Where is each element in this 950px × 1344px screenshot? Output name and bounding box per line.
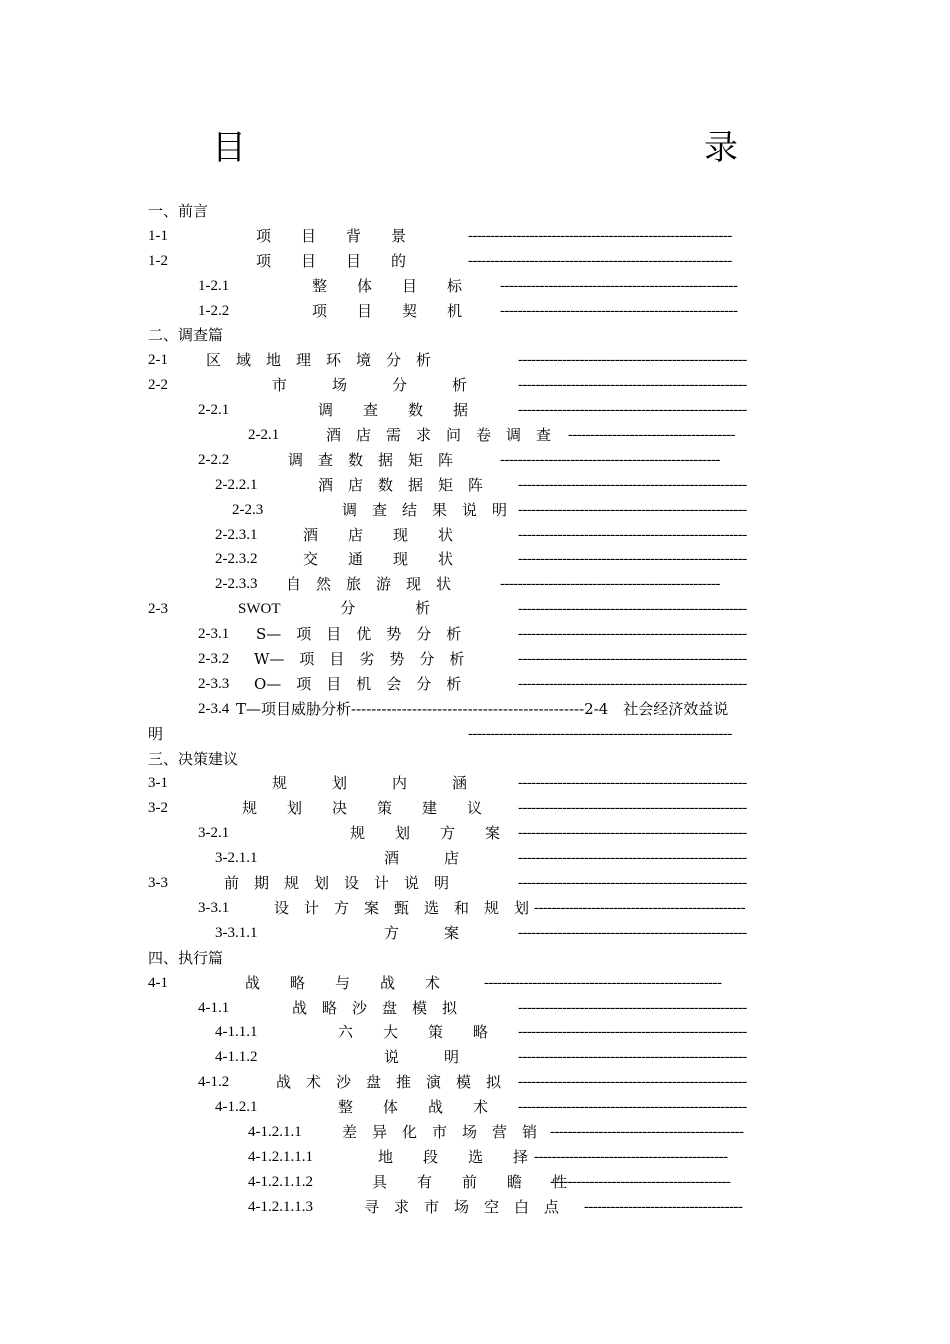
toc-label: 具 有 前 瞻 性 [372, 1172, 568, 1191]
toc-number: 4-1.2.1.1 [248, 1123, 302, 1140]
toc-number: 4-1 [148, 974, 168, 991]
toc-entry[interactable] [148, 398, 808, 423]
toc-leader: ---------------------------------------------------- [518, 601, 747, 618]
toc-leader: ---------------------------------------------------- [518, 775, 747, 792]
toc-label: 前 期 规 划 设 计 说 明 [224, 874, 450, 893]
toc-entry[interactable] [148, 771, 808, 796]
toc-number: 2-3.4 [198, 700, 230, 717]
toc-number: 2-3 [148, 601, 168, 618]
toc-label: 六 大 策 略 [338, 1023, 489, 1042]
toc-label: 酒 店 现 状 [303, 525, 454, 544]
toc-label: 项 目 背 景 [256, 226, 407, 245]
toc-leader: ------------------------------------------------------------ [468, 227, 732, 244]
toc-label: 地 段 选 择 [378, 1147, 529, 1166]
toc-label: 市 场 分 析 [272, 376, 468, 395]
toc-number: 1-2.2 [198, 302, 230, 319]
toc-leader: ---------------------------------------------------- [518, 675, 747, 692]
toc-label: 酒 店 需 求 问 卷 调 查 [326, 426, 552, 445]
toc-entry[interactable] [148, 1170, 808, 1195]
toc-leader: ---------------------------------------------------- [518, 501, 747, 518]
toc-label: 区 域 地 理 环 境 分 析 [206, 351, 432, 370]
toc-entry[interactable] [148, 523, 808, 548]
toc-leader: ---------------------------------------------------- [518, 476, 747, 493]
toc-entry[interactable] [148, 1145, 808, 1170]
toc-number: 1-2 [148, 252, 168, 269]
toc-entry[interactable] [148, 1045, 808, 1070]
toc-label: W— 项 目 劣 势 分 析 [254, 650, 465, 669]
toc-heading [148, 323, 808, 348]
toc-number: 3-3 [148, 875, 168, 892]
toc-number: 3-2 [148, 800, 168, 817]
toc-number: 3-3.1.1 [215, 924, 258, 941]
toc-label: 规 划 内 涵 [272, 774, 468, 793]
toc-number: 2-2.3.3 [215, 576, 258, 593]
toc-heading [148, 747, 808, 772]
toc-leader: -------------------------------------------------- [500, 576, 720, 593]
toc-label: O— 项 目 机 会 分 析 [254, 674, 462, 693]
toc-label: 项 目 契 机 [312, 301, 463, 320]
toc-number: 4-1.2 [198, 1074, 230, 1091]
toc-entry[interactable] [148, 473, 808, 498]
toc-label: 调 查 数 据 矩 阵 [288, 450, 454, 469]
toc-entry[interactable] [148, 1120, 808, 1145]
toc-leader: ---------------------------------------------------- [518, 1049, 747, 1066]
toc-entry[interactable] [148, 846, 808, 871]
toc-leader: ---------------------------------------------------- [518, 402, 747, 419]
toc-label: 差 异 化 市 场 营 销 [342, 1122, 538, 1141]
toc-number: 4-1.2.1.1.3 [248, 1198, 313, 1215]
toc-label: T—项目威胁分析----------------------------------------------2-4 社会经济效益说 [236, 699, 729, 718]
toc-entry[interactable] [148, 1095, 808, 1120]
toc-leader: ---------------------------------------------------- [518, 651, 747, 668]
toc-label: SWOT 分 析 [238, 601, 431, 618]
toc-entry[interactable] [148, 672, 808, 697]
toc-label: 一、前言 [148, 202, 209, 220]
toc-leader: ---------------------------------------------------- [518, 800, 747, 817]
toc-label: 四、执行篇 [148, 948, 224, 967]
toc-number: 2-2.3.2 [215, 551, 258, 568]
toc-leader: -------------------------------------------------- [500, 451, 720, 468]
toc-leader: ------------------------------------------------------ [484, 974, 722, 991]
toc-leader: ------------------------------------------------------ [500, 302, 738, 319]
toc-entry[interactable] [148, 697, 808, 722]
toc-entry[interactable] [148, 448, 808, 473]
toc-entry[interactable] [148, 547, 808, 572]
toc-entry[interactable] [148, 821, 808, 846]
toc-label: 酒 店 [384, 849, 460, 868]
toc-heading [148, 199, 808, 224]
toc-label: 方 案 [384, 923, 460, 942]
toc-label: 明 [148, 724, 164, 743]
toc-leader: ---------------------------------------------------- [518, 1024, 747, 1041]
toc-leader: ---------------------------------------------------- [518, 924, 747, 941]
toc-number: 2-2.2 [198, 451, 230, 468]
toc-leader: ---------------------------------------------------- [518, 1074, 747, 1091]
toc-number: 4-1.1.2 [215, 1049, 258, 1066]
toc-leader: ---------------------------------------------------- [518, 850, 747, 867]
toc-leader: ---------------------------------------------------- [518, 825, 747, 842]
toc-number: 2-3.1 [198, 626, 230, 643]
toc-entry[interactable] [148, 498, 808, 523]
toc-label: 酒 店 数 据 矩 阵 [318, 475, 484, 494]
toc-label: 规 划 决 策 建 议 [242, 799, 483, 818]
toc-leader: ------------------------------------------------------------ [468, 725, 732, 742]
toc-leader: -------------------------------------------- [550, 1123, 744, 1140]
toc-leader: ------------------------------------------------------ [500, 277, 738, 294]
toc-entry[interactable] [148, 996, 808, 1021]
toc-leader: ---------------------------------------------------- [518, 875, 747, 892]
toc-entry[interactable] [148, 871, 808, 896]
toc-leader: ---------------------------------------------------- [518, 1099, 747, 1116]
toc-entry[interactable] [148, 373, 808, 398]
toc-number: 3-3.1 [198, 899, 230, 916]
toc-label: 寻 求 市 场 空 白 点 [364, 1197, 560, 1216]
toc-leader: -------------------------------------- [568, 427, 736, 444]
toc-entry[interactable] [148, 572, 808, 597]
toc-entry[interactable] [148, 299, 808, 324]
toc-entry[interactable] [148, 249, 808, 274]
toc-leader: ------------------------------------ [584, 1198, 743, 1215]
toc-entry[interactable] [148, 1195, 808, 1220]
toc-label: 自 然 旅 游 现 状 [286, 575, 452, 594]
toc-label: 二、调查篇 [148, 326, 224, 345]
toc-number: 4-1.2.1.1.1 [248, 1148, 313, 1165]
toc-leader: ------------------------------------------------------------ [468, 252, 732, 269]
toc-number: 2-3.3 [198, 675, 230, 692]
toc-number: 2-1 [148, 352, 168, 369]
toc-number: 2-2.3.1 [215, 526, 258, 543]
toc-leader: ---------------------------------------------------- [518, 352, 747, 369]
toc-label: 战 略 与 战 术 [245, 973, 441, 992]
toc-label: 交 通 现 状 [303, 550, 454, 569]
toc-number: 4-1.1 [198, 999, 230, 1016]
toc-entry[interactable] [148, 971, 808, 996]
toc-number: 1-2.1 [198, 277, 230, 294]
toc-label: 整 体 战 术 [338, 1098, 489, 1117]
toc-entry[interactable] [148, 796, 808, 821]
toc-number: 4-1.2.1 [215, 1099, 258, 1116]
toc-heading [148, 946, 808, 971]
toc-label: 战 术 沙 盘 推 演 模 拟 [276, 1073, 502, 1092]
toc-label: 设 计 方 案 甄 选 和 规 划 [274, 898, 530, 917]
toc-entry[interactable] [148, 921, 808, 946]
toc-number: 2-2 [148, 377, 168, 394]
toc-label: 战 略 沙 盘 模 拟 [292, 998, 458, 1017]
toc-leader: ---------------------------------------------------- [518, 377, 747, 394]
toc-number: 2-2.3 [232, 501, 264, 518]
toc-number: 2-2.1 [248, 427, 280, 444]
toc-leader: ---------------------------------------------------- [518, 626, 747, 643]
toc-entry[interactable] [148, 896, 808, 921]
toc-number: 3-1 [148, 775, 168, 792]
table-of-contents [148, 199, 808, 1220]
toc-entry[interactable] [148, 597, 808, 622]
toc-number: 2-2.1 [198, 402, 230, 419]
toc-number: 2-2.2.1 [215, 476, 258, 493]
toc-label: 调 查 数 据 [318, 401, 469, 420]
toc-leader: -------------------------------------------- [534, 1148, 728, 1165]
page-title: 目 录 [212, 128, 868, 168]
toc-leader: ----------------------------------------- [550, 1173, 731, 1190]
toc-leader: ---------------------------------------------------- [518, 551, 747, 568]
toc-entry[interactable] [148, 224, 808, 249]
toc-leader: ------------------------------------------------ [534, 899, 745, 916]
toc-number: 1-1 [148, 227, 168, 244]
toc-number: 2-3.2 [198, 651, 230, 668]
toc-entry[interactable] [148, 423, 808, 448]
toc-entry[interactable] [148, 1020, 808, 1045]
toc-entry[interactable] [148, 722, 808, 747]
toc-number: 3-2.1 [198, 825, 230, 842]
toc-entry[interactable] [148, 647, 808, 672]
toc-leader: ---------------------------------------------------- [518, 526, 747, 543]
toc-entry[interactable] [148, 348, 808, 373]
toc-number: 3-2.1.1 [215, 850, 258, 867]
toc-leader: ---------------------------------------------------- [518, 999, 747, 1016]
toc-label: S— 项 目 优 势 分 析 [256, 625, 462, 644]
toc-label: 三、决策建议 [148, 749, 239, 768]
toc-entry[interactable] [148, 274, 808, 299]
toc-entry[interactable] [148, 622, 808, 647]
toc-label: 规 划 方 案 [350, 824, 501, 843]
toc-label: 整 体 目 标 [312, 276, 463, 295]
toc-number: 4-1.2.1.1.2 [248, 1173, 313, 1190]
toc-label: 调 查 结 果 说 明 [342, 500, 508, 519]
toc-label: 项 目 目 的 [256, 251, 407, 270]
toc-label: 说 明 [384, 1048, 460, 1067]
toc-entry[interactable] [148, 1070, 808, 1095]
toc-number: 4-1.1.1 [215, 1024, 258, 1041]
